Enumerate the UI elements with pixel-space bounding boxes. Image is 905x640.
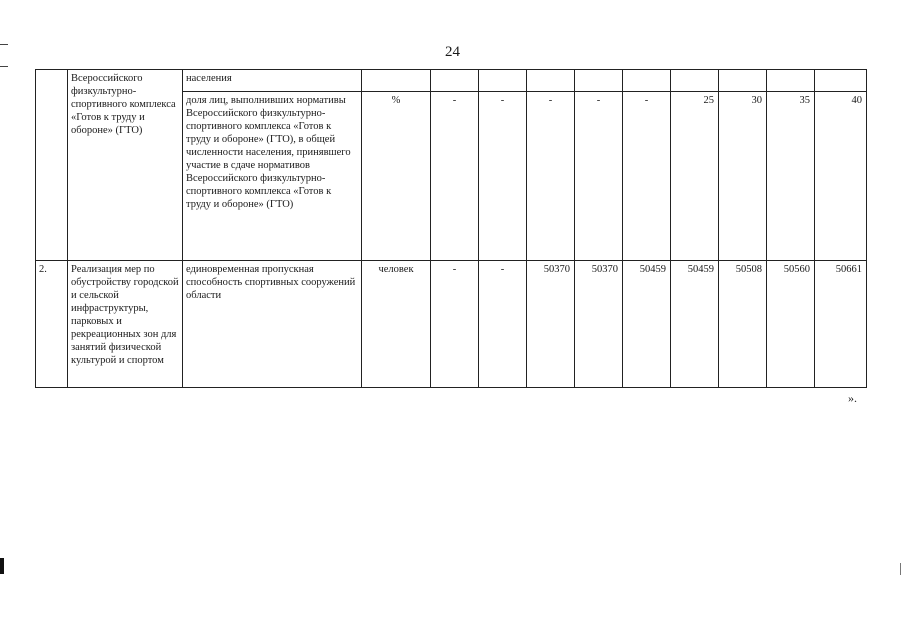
value-cell: 50459 xyxy=(623,261,671,388)
value-cell xyxy=(479,70,527,92)
value-cell xyxy=(527,70,575,92)
indicators-table xyxy=(35,69,867,388)
value-cell: 25 xyxy=(671,92,719,261)
value-cell: 30 xyxy=(719,92,767,261)
value-cell xyxy=(671,70,719,92)
value-cell: 50661 xyxy=(815,261,867,388)
value-cell xyxy=(767,70,815,92)
table-row xyxy=(36,70,867,92)
value-cell xyxy=(575,70,623,92)
event-cell: Реализация мер по обустройству городской и сельской инфраструктуры, парковых и рекреационных зон для занятий физической культурой и спортом xyxy=(68,261,183,388)
scan-margin-mark xyxy=(900,563,901,575)
value-cell: 50560 xyxy=(767,261,815,388)
value-cell xyxy=(815,70,867,92)
value-cell: - xyxy=(527,92,575,261)
event-cell: Всероссийского физкультурно-спортивного комплекса «Готов к труду и обороне» (ГТО) xyxy=(68,70,183,261)
indicator-cell: населения xyxy=(183,70,362,92)
unit-cell xyxy=(362,70,431,92)
unit-cell: % xyxy=(362,92,431,261)
value-cell: - xyxy=(479,92,527,261)
scan-margin-mark xyxy=(0,558,4,574)
value-cell: - xyxy=(575,92,623,261)
value-cell: - xyxy=(431,261,479,388)
value-cell: - xyxy=(479,261,527,388)
value-cell xyxy=(719,70,767,92)
value-cell: 35 xyxy=(767,92,815,261)
row-number-cell xyxy=(36,70,68,261)
value-cell: 50459 xyxy=(671,261,719,388)
value-cell: - xyxy=(431,92,479,261)
page-number: 24 xyxy=(445,44,460,60)
value-cell: 50370 xyxy=(575,261,623,388)
table-row xyxy=(36,261,867,388)
closing-quote: ». xyxy=(848,391,857,405)
value-cell xyxy=(623,70,671,92)
unit-cell: человек xyxy=(362,261,431,388)
scan-margin-mark xyxy=(0,44,8,45)
indicator-cell: доля лиц, выполнивших нормативы Всероссийского физкультурно-спортивного комплекса «Готов к труду и обороне» (ГТО), в общей численности населения, принявшего участие в сдаче нормативов Всероссийского физкультурно-спортивного комплекса «Готов к труду и обороне» (ГТО) xyxy=(183,92,362,261)
value-cell: 40 xyxy=(815,92,867,261)
row-number-cell: 2. xyxy=(36,261,68,388)
scan-margin-mark xyxy=(0,66,8,67)
value-cell xyxy=(431,70,479,92)
value-cell: 50508 xyxy=(719,261,767,388)
indicator-cell: единовременная пропускная способность спортивных сооружений области xyxy=(183,261,362,388)
value-cell: 50370 xyxy=(527,261,575,388)
value-cell: - xyxy=(623,92,671,261)
